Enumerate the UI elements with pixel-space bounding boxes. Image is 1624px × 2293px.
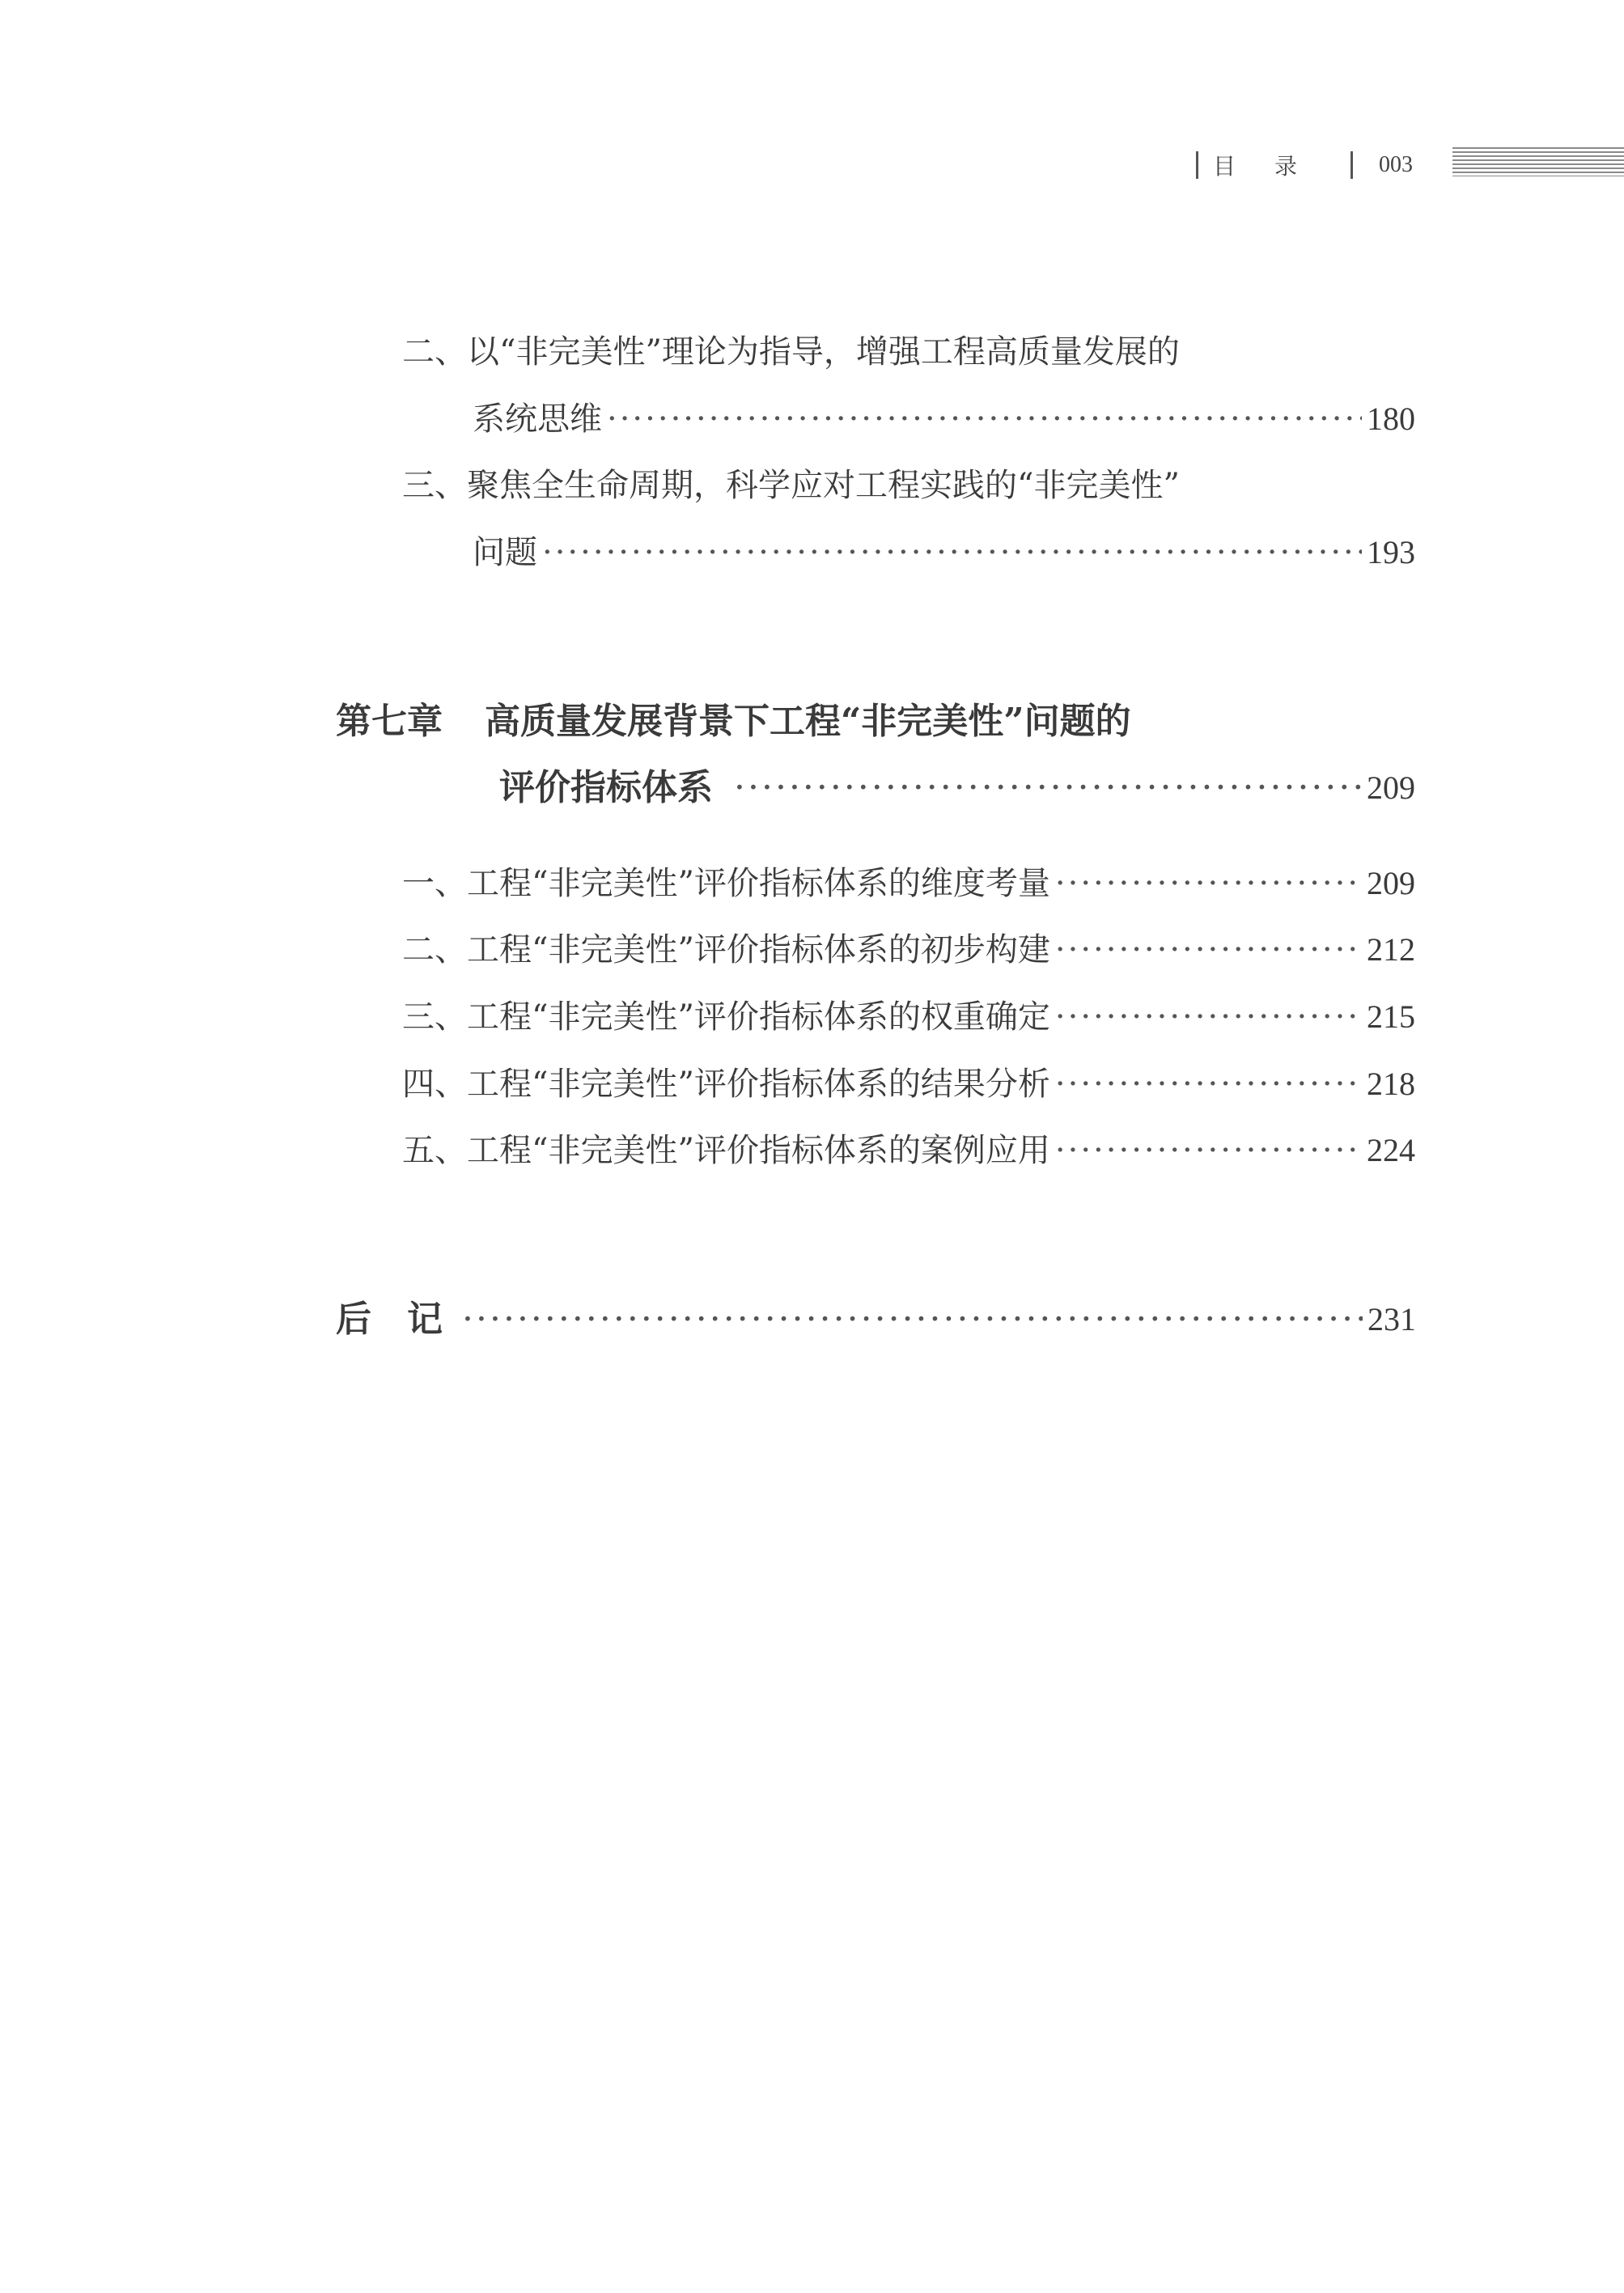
toc-section-3-line1[interactable]: 三、聚焦全生命周期，科学应对工程实践的“非完美性”: [402, 467, 1180, 504]
toc-chapter-7-line2[interactable]: 评价指标体系 ····· 209: [499, 764, 1415, 812]
leader-dots: [1055, 1126, 1362, 1175]
leader-dots: [542, 528, 1362, 577]
leader-dots: [607, 395, 1362, 443]
header-title: 目录: [1213, 153, 1337, 180]
leader-dots: [1055, 926, 1362, 974]
afterword-label: 后 记: [336, 1299, 443, 1340]
header-decorative-rule: [1452, 147, 1624, 176]
header-divider-left: [1196, 151, 1198, 179]
toc-page-number: 215: [1367, 998, 1415, 1035]
toc-section-2-line2[interactable]: 系统思维 ····· 180: [473, 395, 1415, 443]
toc-page-number: 218: [1367, 1066, 1415, 1102]
toc-afterword[interactable]: [336, 1295, 1416, 1344]
toc-page-number: 193: [1367, 534, 1415, 570]
toc-ch7-section-5[interactable]: 五、工程“非完美性”评价指标体系的案例应用 ····· 224: [402, 1126, 1415, 1175]
toc-chapter-7-line1[interactable]: [336, 697, 1416, 746]
toc-page-number: 231: [1367, 1301, 1416, 1337]
running-header: [1181, 146, 1413, 184]
header-divider-right: [1351, 151, 1353, 179]
chapter-title: 高质量发展背景下工程“非完美性”问题的: [485, 701, 1131, 742]
toc-section-3-line2[interactable]: 问题 ····· 193: [473, 528, 1415, 577]
toc-page-number: 209: [1367, 769, 1415, 806]
toc-page-number: 212: [1367, 931, 1415, 968]
toc-ch7-section-4[interactable]: 四、工程“非完美性”评价指标体系的结果分析 ····· 218: [402, 1060, 1415, 1108]
toc-ch7-section-1[interactable]: 一、工程“非完美性”评价指标体系的维度考量 ····· 209: [402, 859, 1415, 908]
leader-dots: [1055, 993, 1362, 1041]
toc-page-number: 180: [1367, 401, 1415, 437]
leader-dots: [734, 764, 1362, 812]
leader-dots: [462, 1295, 1363, 1344]
toc-section-2-line1[interactable]: 二、以“非完美性”理论为指导，增强工程高质量发展的: [402, 333, 1180, 371]
toc-ch7-section-2[interactable]: 二、工程“非完美性”评价指标体系的初步构建 ····· 212: [402, 926, 1415, 974]
leader-dots: [1055, 1060, 1362, 1108]
header-page-number: 003: [1379, 152, 1414, 177]
toc-ch7-section-3[interactable]: 三、工程“非完美性”评价指标体系的权重确定 ····· 215: [402, 993, 1415, 1041]
chapter-label: 第七章: [336, 701, 443, 742]
toc-page-number: 224: [1367, 1132, 1415, 1168]
leader-dots: [1055, 859, 1362, 908]
toc-page-number: 209: [1367, 865, 1415, 901]
